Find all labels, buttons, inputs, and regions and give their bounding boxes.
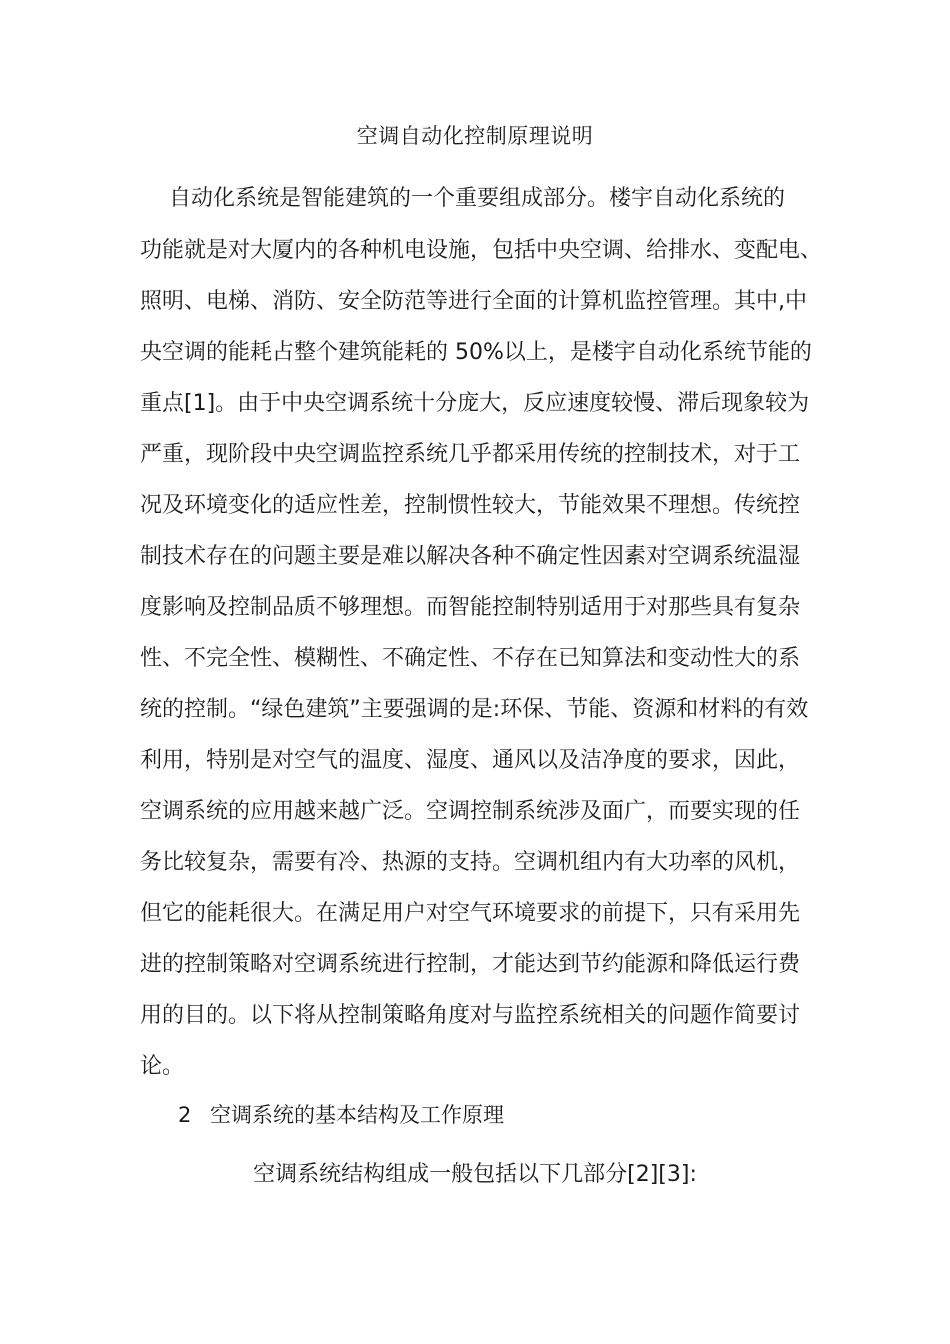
paragraph-line: 统的控制。“绿色建筑”主要强调的是:环保、节能、资源和材料的有效 (140, 697, 809, 722)
paragraph-line: 央空调的能耗占整个建筑能耗的 50%以上，是楼宇自动化系统节能的 (140, 340, 812, 365)
paragraph-line: 利用，特别是对空气的温度、湿度、通风以及洁净度的要求，因此， (140, 748, 801, 773)
paragraph-line: 性、不完全性、模糊性、不确定性、不存在已知算法和变动性大的系 (140, 646, 801, 671)
paragraph-line: 但它的能耗很大。在满足用户对空气环境要求的前提下，只有采用先 (140, 901, 801, 926)
paragraph-line: 论。 (140, 1054, 185, 1079)
paragraph-line: 况及环境变化的适应性差，控制惯性较大，节能效果不理想。传统控 (140, 493, 801, 518)
paragraph-line: 严重，现阶段中央空调监控系统几乎都采用传统的控制技术，对于工 (140, 442, 801, 467)
paragraph-line: 空调系统的应用越来越广泛。空调控制系统涉及面广，而要实现的任 (140, 799, 801, 824)
section-number: 2 (178, 1103, 192, 1127)
page-title: 空调自动化控制原理说明 (356, 124, 594, 148)
paragraph-line: 照明、电梯、消防、安全防范等进行全面的计算机监控管理。其中,中 (140, 289, 807, 314)
section-intro: 空调系统结构组成一般包括以下几部分[2][3]: (253, 1162, 697, 1187)
paragraph-line: 功能就是对大厦内的各种机电设施，包括中央空调、给排水、变配电、 (140, 238, 823, 263)
section-heading (178, 1100, 504, 1130)
paragraph-line: 自动化系统是智能建筑的一个重要组成部分。楼宇自动化系统的 (140, 186, 785, 211)
paragraph-line: 务比较复杂，需要有冷、热源的支持。空调机组内有大功率的风机， (140, 850, 801, 875)
paragraph-line: 制技术存在的问题主要是难以解决各种不确定性因素对空调系统温湿 (140, 544, 801, 569)
paragraph-line: 进的控制策略对空调系统进行控制，才能达到节约能源和降低运行费 (140, 952, 801, 977)
section-title: 空调系统的基本结构及工作原理 (210, 1103, 504, 1127)
paragraph-line: 度影响及控制品质不够理想。而智能控制特别适用于对那些具有复杂 (140, 595, 801, 620)
paragraph-line: 用的目的。以下将从控制策略角度对与监控系统相关的问题作简要讨 (140, 1003, 801, 1028)
paragraph-line: 重点[1]。由于中央空调系统十分庞大，反应速度较慢、滞后现象较为 (140, 391, 810, 416)
